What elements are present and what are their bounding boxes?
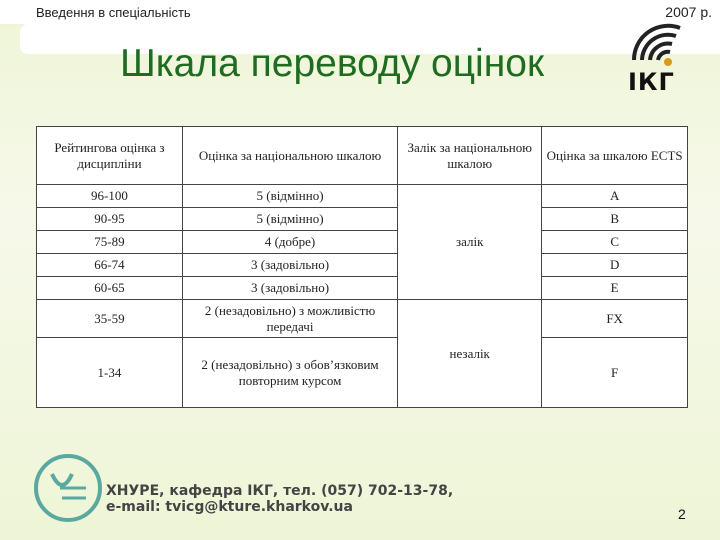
ects-cell: FX [542, 300, 688, 338]
national-cell: 5 (відмінно) [182, 208, 397, 231]
table-row [37, 254, 688, 277]
course-name: Введення в спеціальність [36, 5, 191, 20]
footer-line: ХНУРЕ, кафедра ІКГ, тел. (057) 702-13-78, [106, 483, 454, 499]
logo-text: ІКГ [628, 68, 675, 96]
table-row [37, 231, 688, 254]
table-row [37, 185, 688, 208]
header-cell: Оцінка за національною шкалою [182, 127, 397, 185]
table-row [37, 338, 688, 408]
ects-cell: D [542, 254, 688, 277]
fail-cell: незалік [398, 300, 542, 408]
year-label: 2007 р. [665, 4, 712, 20]
national-cell: 3 (задовільно) [182, 277, 397, 300]
ects-cell: F [542, 338, 688, 408]
header-cell: Рейтингова оцінка з дисципліни [37, 127, 183, 185]
university-logo-icon [32, 452, 104, 524]
national-cell: 3 (задовільно) [182, 254, 397, 277]
pass-cell: залік [398, 185, 542, 300]
table-row [37, 300, 688, 338]
rating-cell: 75-89 [37, 231, 183, 254]
rating-cell: 96-100 [37, 185, 183, 208]
slide-title: Шкала переводу оцінок [120, 42, 545, 85]
rating-cell: 60-65 [37, 277, 183, 300]
rating-cell: 1-34 [37, 338, 183, 408]
national-cell: 5 (відмінно) [182, 185, 397, 208]
table-row [37, 277, 688, 300]
header-cell: Оцінка за шкалою ECTS [542, 127, 688, 185]
table-row [37, 208, 688, 231]
national-cell: 4 (добре) [182, 231, 397, 254]
ects-cell: C [542, 231, 688, 254]
rating-cell: 35-59 [37, 300, 183, 338]
ects-cell: A [542, 185, 688, 208]
header-cell: Залік за національною шкалою [398, 127, 542, 185]
footer-contacts [106, 483, 453, 515]
table-header-row [37, 127, 688, 185]
ikg-logo-icon [618, 22, 710, 110]
rating-cell: 66-74 [37, 254, 183, 277]
national-cell: 2 (незадовільно) з можливістю передачі [182, 300, 397, 338]
ects-cell: B [542, 208, 688, 231]
rating-cell: 90-95 [37, 208, 183, 231]
ects-cell: E [542, 277, 688, 300]
footer-line: e-mail: tvicg@kture.kharkov.ua [106, 499, 353, 515]
grade-scale-table [36, 126, 688, 408]
page-number: 2 [678, 506, 686, 522]
national-cell: 2 (незадовільно) з обов’язковим повторним курсом [182, 338, 397, 408]
